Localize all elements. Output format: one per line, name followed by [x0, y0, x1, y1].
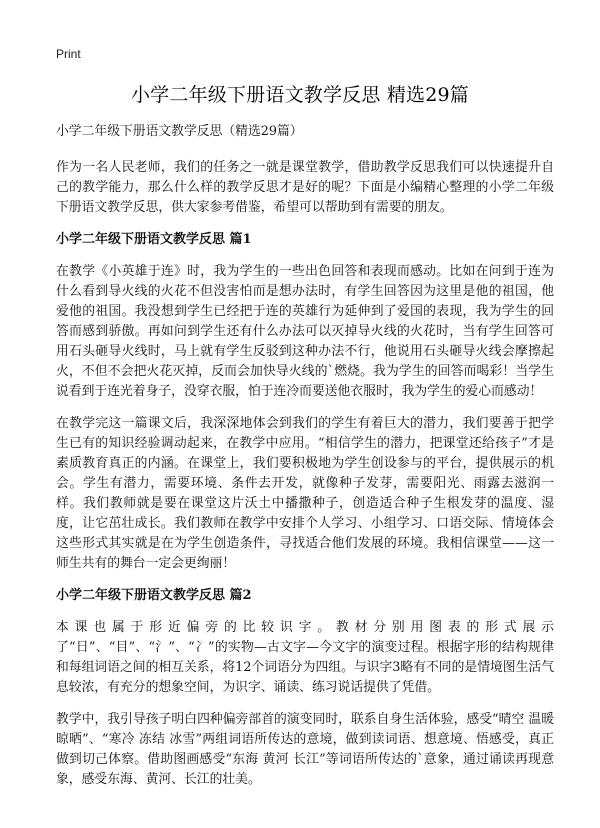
intro-paragraph: 作为一名人民老师，我们的任务之一就是课堂教学，借助教学反思我们可以快速提升自己的教学能力，那么什么样的教学反思才是好的呢？下面是小编精心整理的小学二年级下册语文教学反思，供大家参考借鉴，希望可以帮助到有需要的朋友。 — [56, 160, 554, 215]
document-body — [56, 122, 554, 802]
section-1-paragraph-2: 在教学完这一篇课文后，我深深地体会到我们的学生有着巨大的潜力，我们要善于把学生已有的知识经验调动起来，在教学中应用。“相信学生的潜力，把课堂还给孩子”才是素质教育真正的内涵。在课堂上，我们要积极地为学生创设参与的平台，提供展示的机会。学生有潜力，需要环境、条件去开发，就像种子发芽，需要阳光、雨露去滋润一样。我们教师就是要在课堂这片沃土中播撒种子，创造适合种子生根发芽的温度、湿度，让它茁壮成长。我们教师在教学中安排个人学习、小组学习、口语交际、情境体会这些形式其实就是在为学生创造条件，寻找适合他们发展的环境。我相信课堂——这一师生共有的舞台一定会更绚丽！ — [56, 416, 554, 571]
section-1-paragraph-1: 在教学《小英雄于连》时，我为学生的一些出色回答和表现而感动。比如在问到于连为什么看到导火线的火花不但没害怕而是想办法时，有学生回答因为这里是他的祖国，他爱他的祖国。我没想到学生已经把于连的英雄行为延伸到了爱国的表现，我为学生的回答而感到骄傲。再如问到学生还有什么办法可以灭掉导火线的火花时，当有学生回答可用石头砸导火线时，马上就有学生反驳到这种办法不行，他说用石头砸导火线会摩擦起火，不但不会把火花灭掉，反而会加快导火线的`燃烧。我为学生的回答而喝彩！当学生说看到于连光着身子，没穿衣服，怕于连冷而要送他衣服时，我为学生的爱心而感动！ — [56, 264, 554, 399]
document-subtitle: 小学二年级下册语文教学反思（精选29篇） — [56, 124, 303, 139]
section-2-paragraph-1: 本课也属于形近偏旁的比较识字。教材分别用图表的形式展示了“日”、“目”、“氵”、“冫”的实物—古文字—今文字的演变过程。根据字形的结构规律和每组词语之间的相互关系，将12个词语分为四组。与识字3略有不同的是情境图生活气息较浓，有充分的想象空间，为识字、诵读、练习说话提供了凭借。 — [56, 620, 554, 695]
print-link[interactable]: Print — [56, 47, 81, 61]
document-title: 小学二年级下册语文教学反思 精选29篇 — [130, 84, 470, 106]
section-2-heading: 小学二年级下册语文教学反思 篇2 — [56, 588, 252, 603]
section-1-heading: 小学二年级下册语文教学反思 篇1 — [56, 232, 252, 247]
section-2-paragraph-2: 教学中，我引导孩子明白四种偏旁部首的演变同时，联系自身生活体验，感受“晴空 温暖 晾晒”、“寒冷 冻结 冰雪”两组词语所传达的意境，做到读词语、想意境、悟感受，真正做到切己体察。借助图画感受“东海 黄河 长江”等词语所传达的`意象，通过诵读再现意象，感受东海、黄河、长江的壮美。 — [56, 712, 554, 787]
